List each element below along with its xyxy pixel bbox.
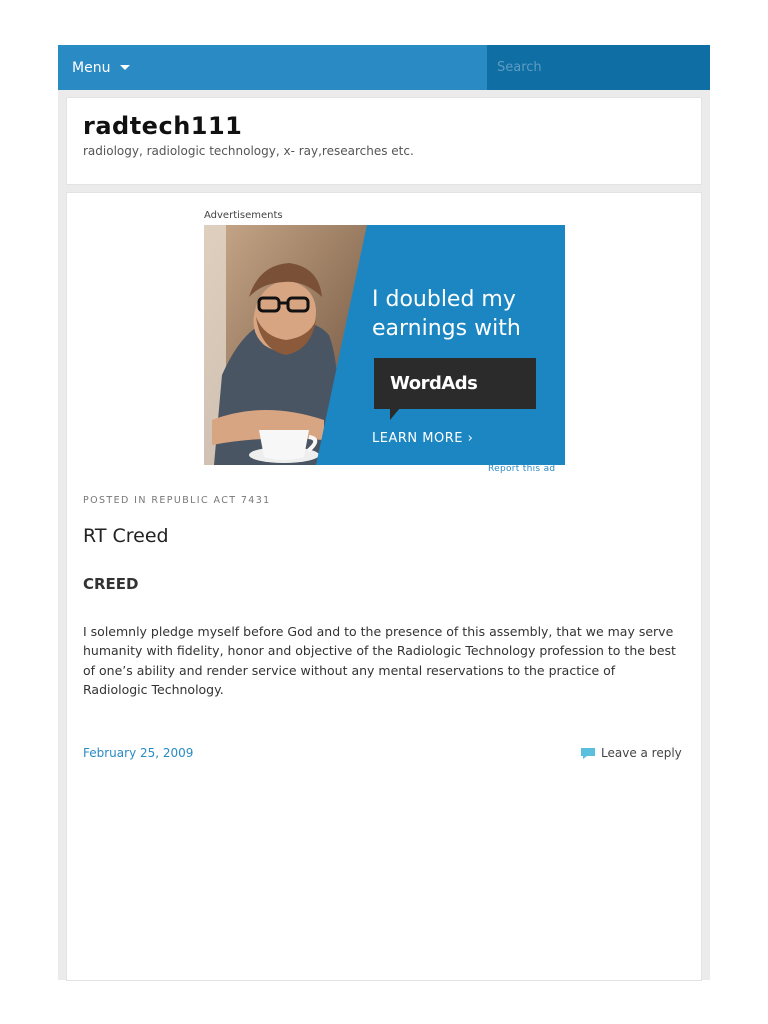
post-heading: CREED bbox=[83, 575, 139, 593]
site-description: radiology, radiologic technology, x- ray,researches etc. bbox=[83, 144, 414, 158]
search-input[interactable] bbox=[487, 45, 710, 90]
top-navbar bbox=[58, 45, 710, 90]
post-card bbox=[67, 193, 701, 980]
post-body: I solemnly pledge myself before God and to the presence of this assembly, that we may serve humanity with fidelity, honor and objective of the Radiologic Technology profession to the best of one’s ability and render service without any mental reservations to the practice of Radiologic Technology. bbox=[83, 624, 676, 697]
ad-banner[interactable] bbox=[204, 225, 565, 465]
post-title: RT Creed bbox=[83, 525, 169, 547]
posted-in bbox=[83, 495, 271, 506]
ad-photo-image bbox=[204, 225, 565, 465]
site-header bbox=[67, 98, 701, 184]
menu-label: Menu bbox=[72, 59, 111, 76]
ad-learn-more[interactable]: LEARN MORE › bbox=[372, 431, 474, 446]
ad-headline: I doubled my earnings with bbox=[372, 287, 521, 341]
ad-speech-tail bbox=[390, 408, 400, 420]
category-link[interactable]: REPUBLIC ACT 7431 bbox=[151, 495, 271, 506]
comment-bubble-icon bbox=[580, 747, 596, 760]
post-date-link[interactable]: February 25, 2009 bbox=[83, 746, 194, 760]
caret-down-icon bbox=[120, 65, 130, 70]
ad-label: Advertisements bbox=[204, 210, 283, 221]
leave-reply-link[interactable] bbox=[580, 746, 682, 760]
reply-label: Leave a reply bbox=[601, 746, 682, 760]
report-ad-link[interactable]: Report this ad bbox=[488, 464, 556, 474]
posted-in-prefix: POSTED IN bbox=[83, 495, 147, 506]
ad-brand-box: WordAds bbox=[374, 358, 536, 409]
menu-button[interactable] bbox=[58, 45, 487, 90]
site-title[interactable]: radtech111 bbox=[83, 112, 243, 140]
